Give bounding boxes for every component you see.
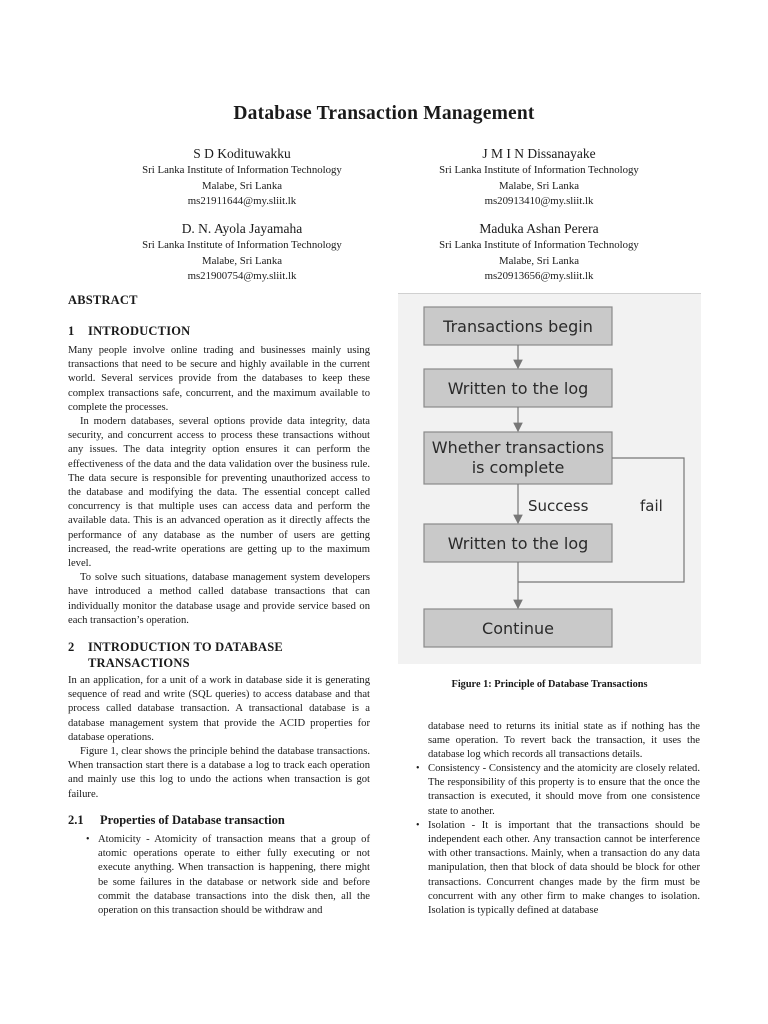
right-properties-list (416, 762, 700, 918)
list-item-atomicity (86, 833, 370, 918)
paragraph: In an application, for a unit of a work in database side it is generating sequence of read and write (SQL queries) to access database and that process called database transaction. A transactional database is a database management system that provide the ACID properties for database operations. (68, 675, 370, 743)
section-number: 1 (68, 324, 75, 338)
bullet-icon: • (416, 819, 420, 831)
author-email: ms20913656@my.sliit.lk (484, 270, 594, 282)
paragraph: To solve such situations, database management system developers have introduced a method called database transactions that can individually monitor the database usage and provide service based on each transaction’s operation. (68, 572, 370, 626)
paragraph: database need to returns its initial state as if nothing has the same operation. To revert back the transaction, it uses the database log which records all transactions details. (428, 721, 700, 761)
section-title: Properties of Database transaction (100, 813, 285, 827)
bullet-icon: • (86, 834, 90, 845)
list-item-consistency (416, 762, 700, 819)
section-title-line-2: TRANSACTIONS (88, 656, 190, 670)
section-2-body (68, 674, 370, 802)
author-block-1 (92, 144, 392, 210)
list-item-isolation (416, 819, 700, 918)
section-number: 2.1 (68, 813, 84, 827)
author-name: J M I N Dissanayake (482, 146, 596, 161)
figure-caption: Figure 1: Principle of Database Transactions (451, 679, 648, 690)
properties-list (86, 833, 370, 918)
section-title: INTRODUCTION (88, 324, 191, 338)
fail-label: fail (640, 497, 663, 515)
section-2-1-heading (68, 813, 285, 828)
author-affiliation: Sri Lanka Institute of Information Technology (142, 164, 342, 176)
author-email: ms21911644@my.sliit.lk (187, 195, 297, 207)
author-location: Malabe, Sri Lanka (201, 254, 283, 267)
paragraph: Figure 1, clear shows the principle behind the database transactions. When transaction start there is a database a log to track each operation and mainly use this log to undo the actions when transaction is got failure. (68, 746, 370, 800)
abstract-heading: ABSTRACT (68, 293, 138, 307)
paper-title: Database Transaction Management (233, 103, 535, 124)
section-1-body (68, 344, 370, 628)
success-label: Success (528, 497, 589, 515)
list-item-text: Consistency - Consistency and the atomicity are closely related. The responsibility of this property is to ensure that the once the transaction is executed, it should move from one consistence state to another. (428, 763, 700, 817)
paragraph: Many people involve online trading and businesses mainly using transactions that need to be secure and highly available in the current world. Several services provide from the databases to keep these complex transactions safe, concurrent, and the maximum available to complete the processes. (68, 345, 370, 413)
flow-label: Written to the log (447, 534, 589, 553)
flow-label: Whether transactions (431, 438, 605, 457)
author-email: ms21900754@my.sliit.lk (187, 270, 297, 282)
author-block-2 (389, 144, 689, 210)
flow-label: Continue (482, 619, 554, 638)
author-location: Malabe, Sri Lanka (498, 179, 580, 192)
section-2-heading (68, 639, 283, 671)
section-1-heading (68, 324, 190, 339)
author-name: D. N. Ayola Jayamaha (181, 221, 303, 236)
author-affiliation: Sri Lanka Institute of Information Technology (142, 239, 342, 251)
bullet-icon: • (416, 763, 420, 774)
list-item-text: Atomicity - Atomicity of transaction means that a group of atomic operations operate to either fully executing or not execute anything. When transaction is happening, there might be some failures in the database or network side and before commit the database transactions into the disk then, all the operation on this transaction should be withdraw and (98, 834, 370, 917)
author-location: Malabe, Sri Lanka (201, 179, 283, 192)
author-name: S D Kodituwakku (193, 146, 291, 161)
author-block-4 (389, 219, 689, 285)
author-email: ms20913410@my.sliit.lk (484, 195, 594, 207)
section-title-line-1: INTRODUCTION TO DATABASE (88, 640, 283, 654)
section-number: 2 (68, 640, 75, 654)
paragraph: In modern databases, several options provide data integrity, data security, and concurrent access to process these transactions without any issues. The data integrity option ensures it can perform the effectiveness of the data and the data validation over the business rule. The data secure is responsible for preventing unauthorized access to the database and modifying the data. The essential concept called concurrency is that multiple uses can access data and perform the available data. This is an advanced operation as it directly affects the performance of any database as the number of users are getting increased, the read-write operations are getting up to the maximum level. (68, 416, 370, 570)
flow-label: Written to the log (447, 379, 589, 398)
author-affiliation: Sri Lanka Institute of Information Technology (439, 164, 639, 176)
list-item-text: Isolation - It is important that the transactions should be independent each other. Any transaction cannot be interference with other transactions. Mainly, when a transaction do any data manipulation, then that block of data should be block for other transactions. Concurrent changes made by the firm must be concurrent with any other firm to make changes to isolation. Isolation is typically defined at database (428, 819, 700, 917)
flowchart (398, 294, 701, 664)
figure-1 (398, 293, 701, 664)
author-block-3 (92, 219, 392, 285)
author-name: Maduka Ashan Perera (479, 221, 599, 236)
author-location: Malabe, Sri Lanka (498, 254, 580, 267)
flow-label: is complete (471, 458, 565, 477)
right-column-body (428, 720, 700, 763)
flow-label: Transactions begin (443, 317, 593, 336)
author-affiliation: Sri Lanka Institute of Information Technology (439, 239, 639, 251)
